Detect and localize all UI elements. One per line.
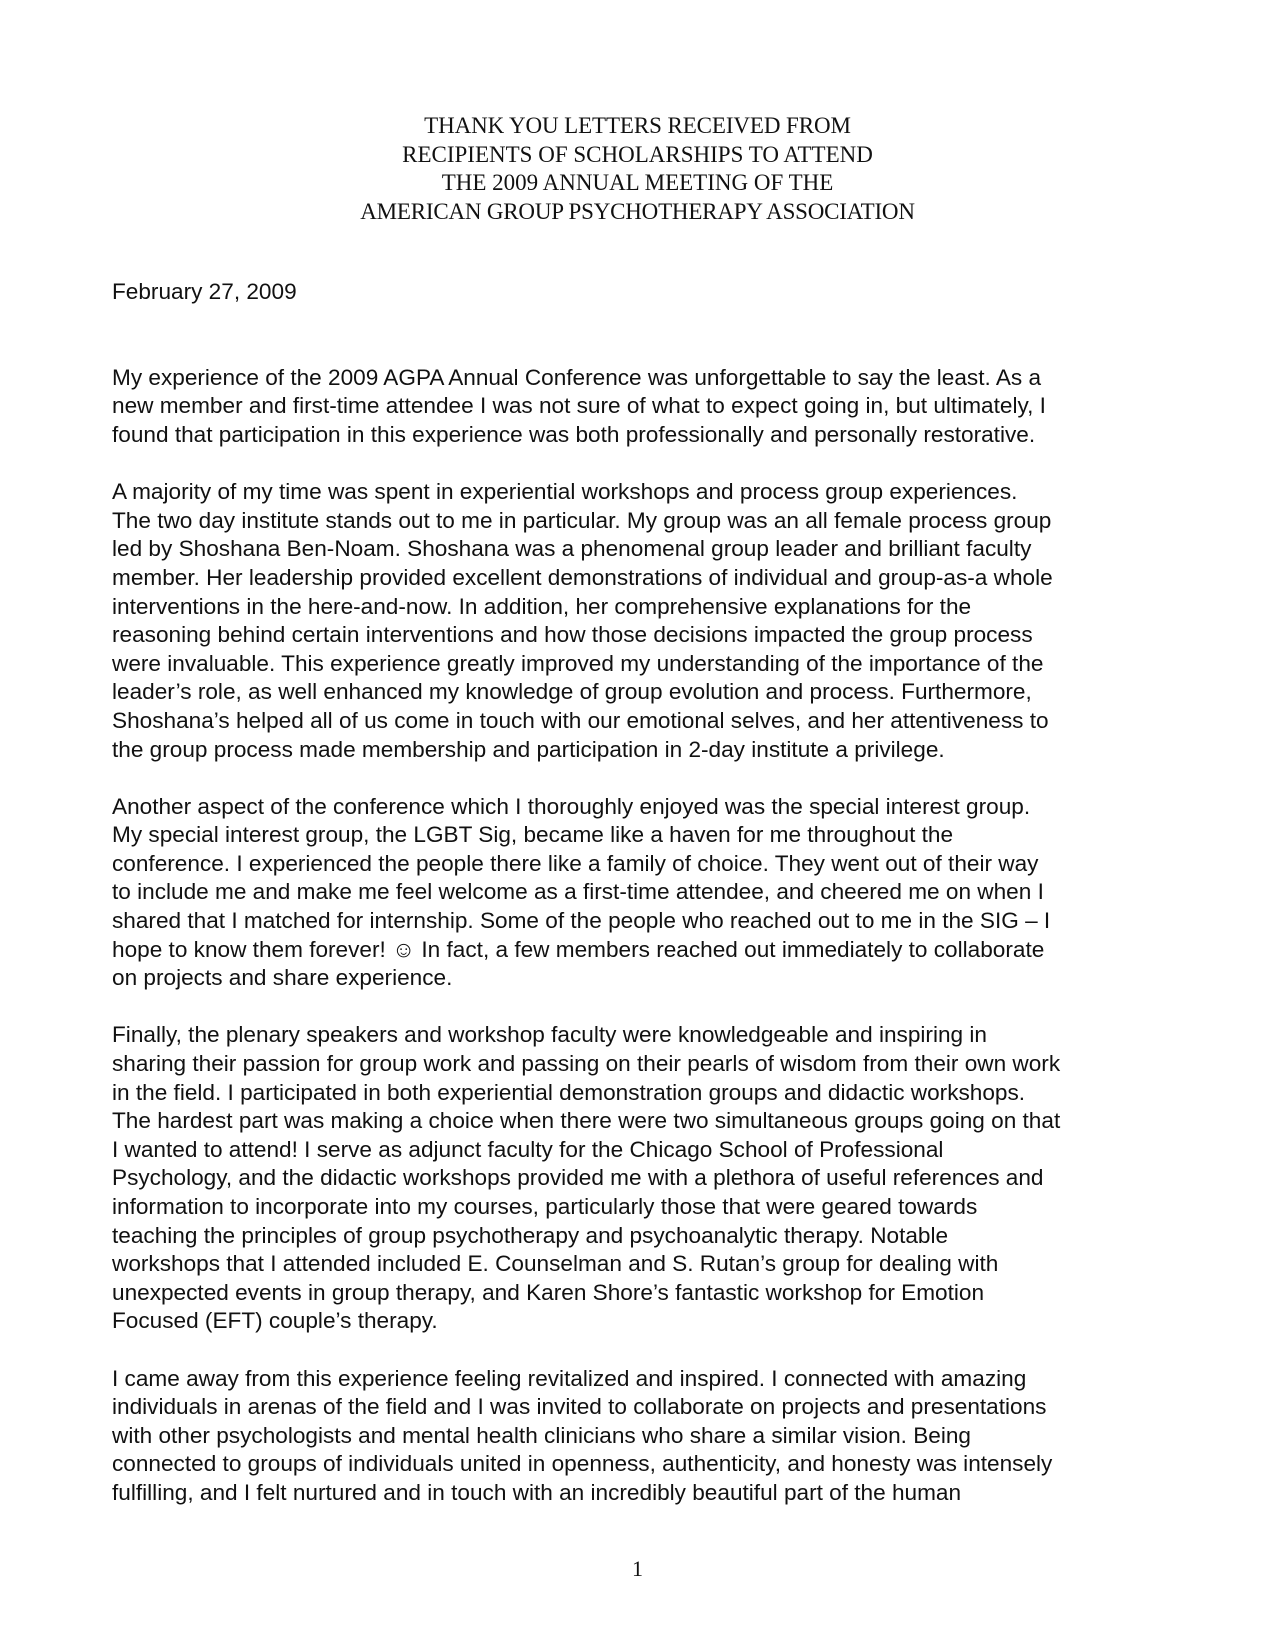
title-line: AMERICAN GROUP PSYCHOTHERAPY ASSOCIATION (360, 198, 915, 224)
text-line: shared that I matched for internship. Some of the people who reached out to me in the SIG – I (112, 908, 1051, 934)
text-line: I came away from this experience feeling revitalized and inspired. I connected with amazing (112, 1365, 1027, 1391)
text-line: I wanted to attend! I serve as adjunct faculty for the Chicago School of Professional (112, 1136, 944, 1162)
paragraph-3 (112, 793, 1182, 993)
spacer (112, 1336, 1182, 1365)
spacer (112, 764, 1182, 793)
text-line: unexpected events in group therapy, and Karen Shore’s fantastic workshop for Emotion (112, 1279, 985, 1305)
text-line: led by Shoshana Ben-Noam. Shoshana was a phenomenal group leader and brilliant faculty (112, 536, 1032, 562)
text-line: reasoning behind certain interventions and how those decisions impacted the group process (112, 622, 1033, 648)
text-line: A majority of my time was spent in experiential workshops and process group experiences. (112, 479, 1018, 505)
text-line: found that participation in this experience was both professionally and personally restorative. (112, 421, 1036, 447)
text-line: Another aspect of the conference which I thoroughly enjoyed was the special interest group. (112, 793, 1031, 819)
spacer (112, 307, 1182, 364)
text-line: were invaluable. This experience greatly improved my understanding of the importance of the (112, 650, 1044, 676)
title-line: THANK YOU LETTERS RECEIVED FROM (424, 113, 851, 138)
title-line: THE 2009 ANNUAL MEETING OF THE (441, 170, 834, 195)
text-line: new member and first-time attendee I was not sure of what to expect going in, but ultimately, I (112, 393, 1046, 419)
letter-date: February 27, 2009 (112, 279, 297, 304)
paragraph-4 (112, 1021, 1182, 1336)
text-line: Finally, the plenary speakers and workshop faculty were knowledgeable and inspiring in (112, 1022, 987, 1048)
text-line: The two day institute stands out to me in particular. My group was an all female process group (112, 507, 1052, 533)
text-line: The hardest part was making a choice when there were two simultaneous groups going on that (112, 1108, 1061, 1134)
text-line: conference. I experienced the people there like a family of choice. They went out of their way (112, 850, 1039, 876)
page-number: 1 (632, 1556, 643, 1581)
text-line: My experience of the 2009 AGPA Annual Conference was unforgettable to say the least. As a (112, 364, 1042, 390)
text-line-with-smiley-icon: hope to know them forever! ☺ In fact, a few members reached out immediately to collaborate (112, 936, 1045, 962)
text-line: Psychology, and the didactic workshops provided me with a plethora of useful references and (112, 1165, 1044, 1191)
paragraph-5 (112, 1365, 1182, 1508)
text-line: to include me and make me feel welcome as a first-time attendee, and cheered me on when I (112, 879, 1044, 905)
text-line: sharing their passion for group work and passing on their pearls of wisdom from their own work (112, 1051, 1061, 1077)
text-line: workshops that I attended included E. Counselman and S. Rutan’s group for dealing with (112, 1251, 999, 1277)
paragraph-2 (112, 478, 1182, 764)
spacer (112, 450, 1182, 479)
text-line: interventions in the here-and-now. In addition, her comprehensive explanations for the (112, 593, 972, 619)
text-line: My special interest group, the LGBT Sig, became like a haven for me throughout the (112, 822, 954, 848)
text-line: information to incorporate into my courses, particularly those that were geared towards (112, 1194, 978, 1219)
paragraph-1 (112, 364, 1182, 450)
spacer (112, 993, 1182, 1022)
text-line: connected to groups of individuals united in openness, authenticity, and honesty was intensely (112, 1451, 1053, 1477)
document-title (0, 112, 1275, 226)
text-line: member. Her leadership provided excellent demonstrations of individual and group-as-a whole (112, 564, 1053, 590)
text-line: teaching the principles of group psychotherapy and psychoanalytic therapy. Notable (112, 1222, 949, 1248)
text-line: in the field. I participated in both experiential demonstration groups and didactic workshops. (112, 1079, 1026, 1105)
title-line: RECIPIENTS OF SCHOLARSHIPS TO ATTEND (402, 141, 873, 167)
text-line: on projects and share experience. (112, 965, 453, 991)
text-line: Shoshana’s helped all of us come in touch with our emotional selves, and her attentiveness to (112, 707, 1049, 733)
text-line: individuals in arenas of the field and I was invited to collaborate on projects and presentations (112, 1394, 1047, 1420)
text-line: Focused (EFT) couple’s therapy. (112, 1308, 438, 1334)
text-line: the group process made membership and participation in 2-day institute a privilege. (112, 736, 945, 762)
text-line: with other psychologists and mental health clinicians who share a similar vision. Being (112, 1422, 971, 1448)
text-line: fulfilling, and I felt nurtured and in touch with an incredibly beautiful part of the human (112, 1479, 962, 1505)
letter-body (112, 278, 1182, 1508)
text-line: leader’s role, as well enhanced my knowledge of group evolution and process. Furthermore, (112, 679, 1032, 705)
